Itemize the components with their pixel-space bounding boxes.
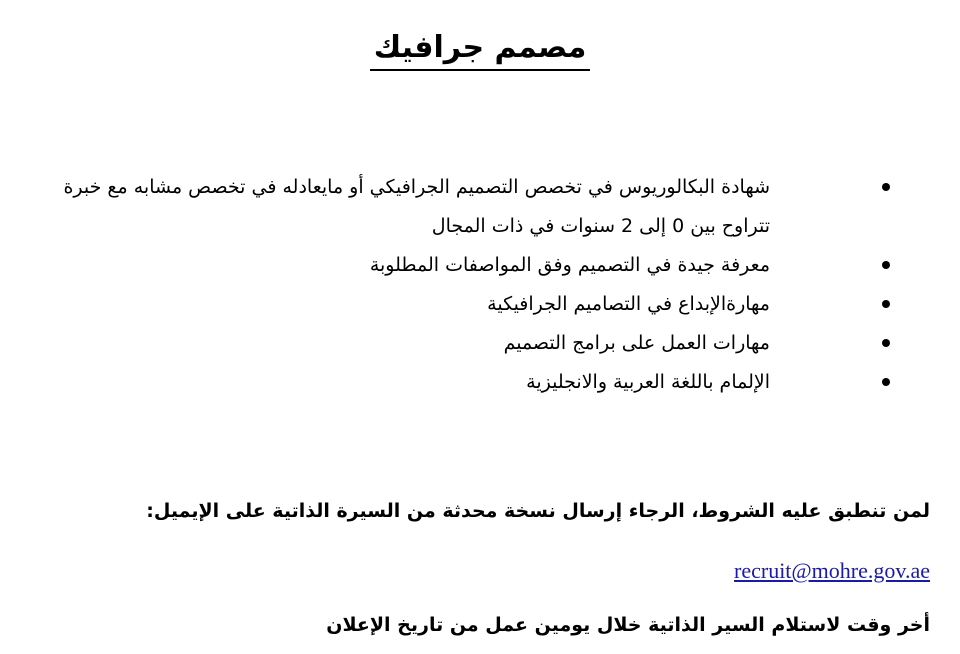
bullet-icon [882, 378, 890, 386]
bullet-icon [882, 183, 890, 191]
requirement-text: شهادة البكالوريوس في تخصص التصميم الجرافيكي أو مايعادله في تخصص مشابه مع خبرة تتراوح بين 0 إلى 2 سنوات في ذات المجال [63, 176, 770, 237]
requirements-list [10, 168, 890, 402]
bullet-icon [882, 339, 890, 347]
job-title-text: مصمم جرافيك [370, 30, 591, 71]
requirement-item [10, 285, 890, 324]
requirement-item [10, 324, 890, 363]
submission-deadline: أخر وقت لاستلام السير الذاتية خلال يومين عمل من تاريخ الإعلان [326, 614, 930, 636]
requirement-text: الإلمام باللغة العربية والانجليزية [526, 371, 770, 393]
requirement-item [10, 246, 890, 285]
requirement-item [10, 168, 890, 246]
job-title [0, 30, 960, 71]
requirement-item [10, 363, 890, 402]
bullet-icon [882, 261, 890, 269]
application-instructions: لمن تنطبق عليه الشروط، الرجاء إرسال نسخة محدثة من السيرة الذاتية على الإيميل: [146, 500, 930, 522]
requirement-text: مهارات العمل على برامج التصميم [503, 332, 770, 354]
email-link[interactable]: recruit@mohre.gov.ae [734, 558, 930, 583]
requirement-text: معرفة جيدة في التصميم وفق المواصفات المطلوبة [369, 254, 770, 276]
requirement-text: مهارةالإبداع في التصاميم الجرافيكية [487, 293, 770, 315]
bullet-icon [882, 300, 890, 308]
